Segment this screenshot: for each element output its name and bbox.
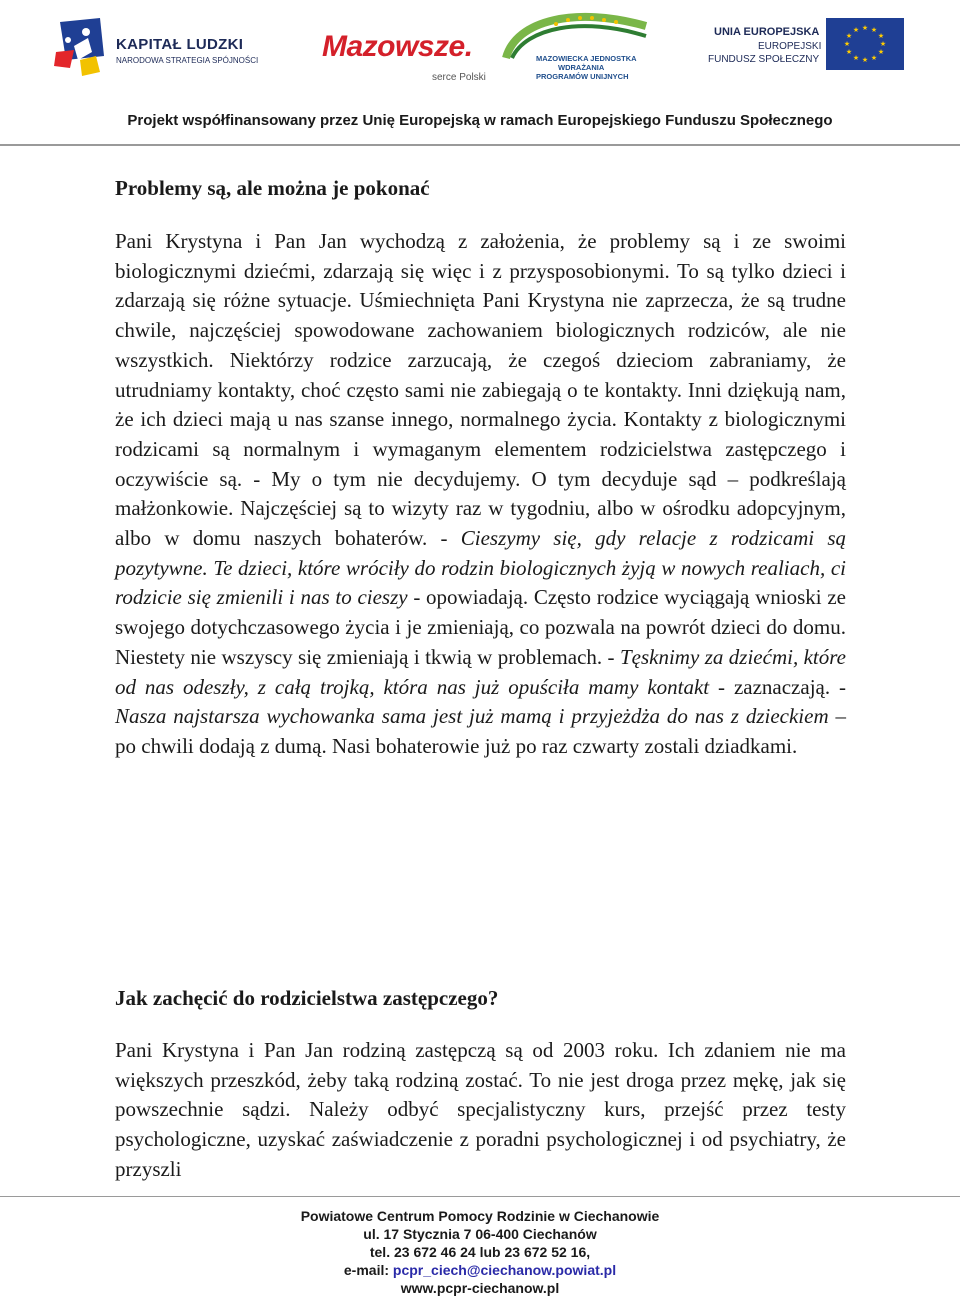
- quote-run: Tęsknimy za dziećmi, które od nas odeszły, z całą trojką, która nas już opuściła mamy kontakt: [115, 644, 846, 699]
- footer-divider: [0, 1196, 960, 1197]
- mjwpu-line-1: MAZOWIECKA JEDNOSTKA: [536, 54, 637, 63]
- svg-text:★: ★: [845, 32, 853, 40]
- header-divider: [0, 144, 960, 146]
- footer-org: Powiatowe Centrum Pomocy Rodzinie w Ciechanowie: [300, 1208, 660, 1224]
- eu-flag-icon: [826, 18, 904, 70]
- section-heading-encourage: Jak zachęcić do rodzicielstwa zastępczego?: [115, 986, 499, 1010]
- kapital-ludzki-title: KAPITAŁ LUDZKI: [116, 36, 244, 53]
- svg-text:★: ★: [877, 48, 885, 56]
- svg-text:★: ★: [861, 56, 869, 64]
- mjwpu-line-2: WDRAŻANIA: [558, 63, 605, 72]
- svg-text:★: ★: [877, 32, 885, 40]
- footer-address: ul. 17 Stycznia 7 06-400 Ciechanów: [363, 1226, 597, 1242]
- text-run: – po chwili dodają z dumą. Nasi bohaterowie już po raz czwarty zostali dziadkami.: [115, 704, 846, 758]
- paragraph-problems: [115, 227, 846, 762]
- svg-text:★: ★: [870, 54, 878, 62]
- mjwpu-text: [536, 54, 637, 81]
- paragraph-encourage: Pani Krystyna i Pan Jan rodziną zastępczą są od 2003 roku. Ich zdaniem nie ma większych przeszkód, żeby taką rodziną zostać. To nie jest droga przez mękę, jak się powszechnie sądzi. Należy odbyć specjalistyczny kurs, przejść przez testy psychologiczne, uzyskać zaświadczenie z poradni psychologicznej i od psychiatry, że przyszli: [115, 1038, 846, 1181]
- text-run: - zaznaczają. -: [709, 674, 846, 699]
- kapital-ludzki-subtitle: NARODOWA STRATEGIA SPÓJNOŚCI: [116, 56, 259, 65]
- quote-run: Nasza najstarsza wychowanka sama jest już mamą i przyjeżdża do nas z dzieckiem: [115, 704, 829, 729]
- footer-website[interactable]: www.pcpr-ciechanow.pl: [400, 1280, 560, 1296]
- project-funding-line: Projekt współfinansowany przez Unię Europejską w ramach Europejskiego Funduszu Społecznego: [127, 112, 833, 129]
- text-run: Pani Krystyna i Pan Jan wychodzą z założenia, że problemy są i ze swoimi biologicznymi dziećmi, zdarzają się więc i z przysposobionymi. To są tylko dzieci i zdarzają się różne sytuacje. Uśmiechnięta Pani Krystyna nie zaprzecza, że są trudne chwile, najczęściej spowodowane zachowaniem biologicznych rodziców, ale nie wszystkich. Niektórzy rodzice zarzucają, że czegoś dzieciom zabraniamy, że utrudniamy kontakty, choć często sami nie zabiegają o te kontakty. Inni dziękują nam, że ich dzieci mają u nas szanse innego, normalnego życia. Kontakty z biologicznymi rodzicami są normalnym i wymaganym elementem rodzicielstwa zastępczego i oczywiście są. - My o tym nie decydujemy. O tym decyduje sąd – podkreślają małżonkowie. Najczęściej są to wizyty raz w tygodniu, albo w ośrodku adopcyjnym, albo w domu naszych bohaterów. -: [115, 229, 846, 551]
- eu-line-1: UNIA EUROPEJSKA: [714, 26, 820, 38]
- text-run: - opowiadają. Często rodzice wyciągają wnioski ze swojego dotychczasowego życia i je zmieniają, co pozwala na powrót dzieci do domu. Niestety nie wszyscy się zmieniają i tkwią w problemach. -: [115, 585, 846, 669]
- svg-text:★: ★: [861, 24, 869, 32]
- section-heading-problems: Problemy są, ale można je pokonać: [115, 176, 430, 200]
- mjwpu-arc-icon: [496, 10, 656, 60]
- mazowsze-logo: [322, 30, 486, 90]
- mjwpu-logo: [496, 10, 656, 90]
- footer-email-label: e-mail:: [343, 1262, 393, 1278]
- eu-logo: [700, 18, 910, 88]
- footer-email-line: [0, 1261, 960, 1279]
- footer: [0, 1207, 960, 1297]
- mazowsze-tagline: serce Polski: [432, 72, 486, 83]
- svg-text:★: ★: [852, 26, 860, 34]
- quote-run: Cieszymy się, gdy relacje z rodzicami są pozytywne. Te dzieci, które wróciły do rodzin biologicznych żyją w nowych realiach, ci rodzicie się zmienili i nas to cieszy: [115, 526, 846, 610]
- mjwpu-line-3: PROGRAMÓW UNIJNYCH: [536, 72, 629, 81]
- kapital-ludzki-logo: [52, 16, 282, 86]
- eu-line-2: EUROPEJSKI: [758, 41, 822, 52]
- svg-text:★: ★: [870, 26, 878, 34]
- kapital-ludzki-emblem-icon: [52, 16, 112, 86]
- svg-text:★: ★: [845, 48, 853, 56]
- footer-email-link[interactable]: pcpr_ciech@ciechanow.powiat.pl: [392, 1262, 617, 1278]
- svg-text:★: ★: [843, 40, 851, 48]
- svg-text:★: ★: [852, 54, 860, 62]
- header-logos: [0, 0, 960, 105]
- mazowsze-name: Mazowsze.: [322, 30, 473, 63]
- svg-text:★: ★: [879, 40, 887, 48]
- eu-line-3: FUNDUSZ SPOŁECZNY: [708, 54, 820, 65]
- footer-phone: tel. 23 672 46 24 lub 23 672 52 16,: [369, 1244, 591, 1260]
